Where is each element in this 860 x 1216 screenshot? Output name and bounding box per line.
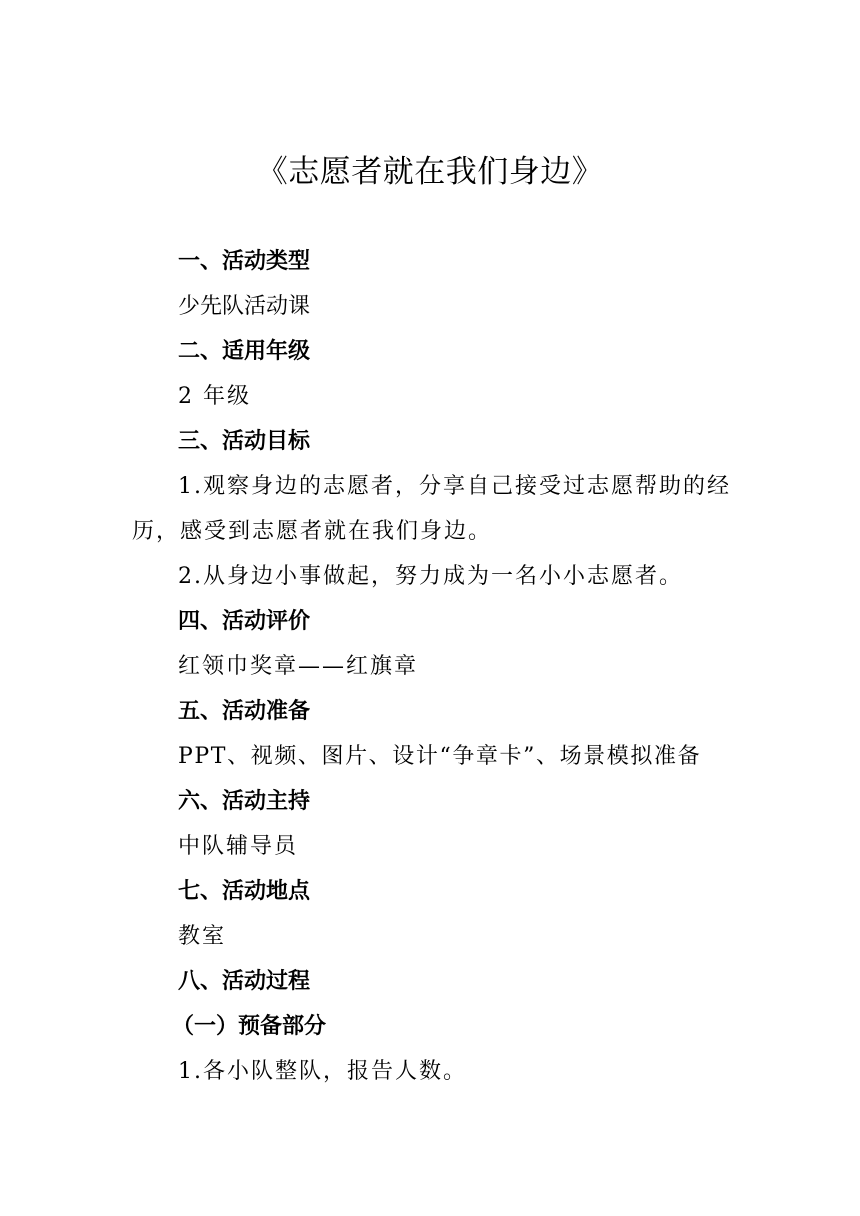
- section-body-activity-type: 少先队活动课: [178, 294, 311, 319]
- goal-1-line-2: 历，感受到志愿者就在我们身边。: [132, 519, 493, 544]
- section-heading-grade: 二、适用年级: [178, 339, 311, 364]
- section-heading-goals: 三、活动目标: [178, 429, 311, 454]
- goal-2: 2.从身边小事做起，努力成为一名小小志愿者。: [178, 564, 683, 589]
- section-body-evaluation: 红领巾奖章——红旗章: [178, 654, 419, 679]
- goal-1-line-1: 1.观察身边的志愿者，分享自己接受过志愿帮助的经: [178, 474, 731, 499]
- section-body-location: 教室: [178, 924, 227, 949]
- section-heading-host: 六、活动主持: [178, 789, 311, 814]
- section-body-grade: 2 年级: [178, 384, 251, 409]
- section-heading-activity-type: 一、活动类型: [178, 249, 311, 274]
- section-heading-location: 七、活动地点: [178, 879, 311, 904]
- subheading-preparation-part: （一）预备部分: [172, 1014, 327, 1039]
- section-heading-process: 八、活动过程: [178, 969, 311, 994]
- process-step-1: 1.各小队整队，报告人数。: [178, 1059, 467, 1084]
- section-body-host: 中队辅导员: [178, 834, 299, 859]
- section-body-preparation: PPT、视频、图片、设计“争章卡”、场景模拟准备: [178, 744, 702, 769]
- document-title: 《志愿者就在我们身边》: [256, 154, 604, 190]
- section-heading-preparation: 五、活动准备: [178, 699, 311, 724]
- section-heading-evaluation: 四、活动评价: [178, 609, 311, 634]
